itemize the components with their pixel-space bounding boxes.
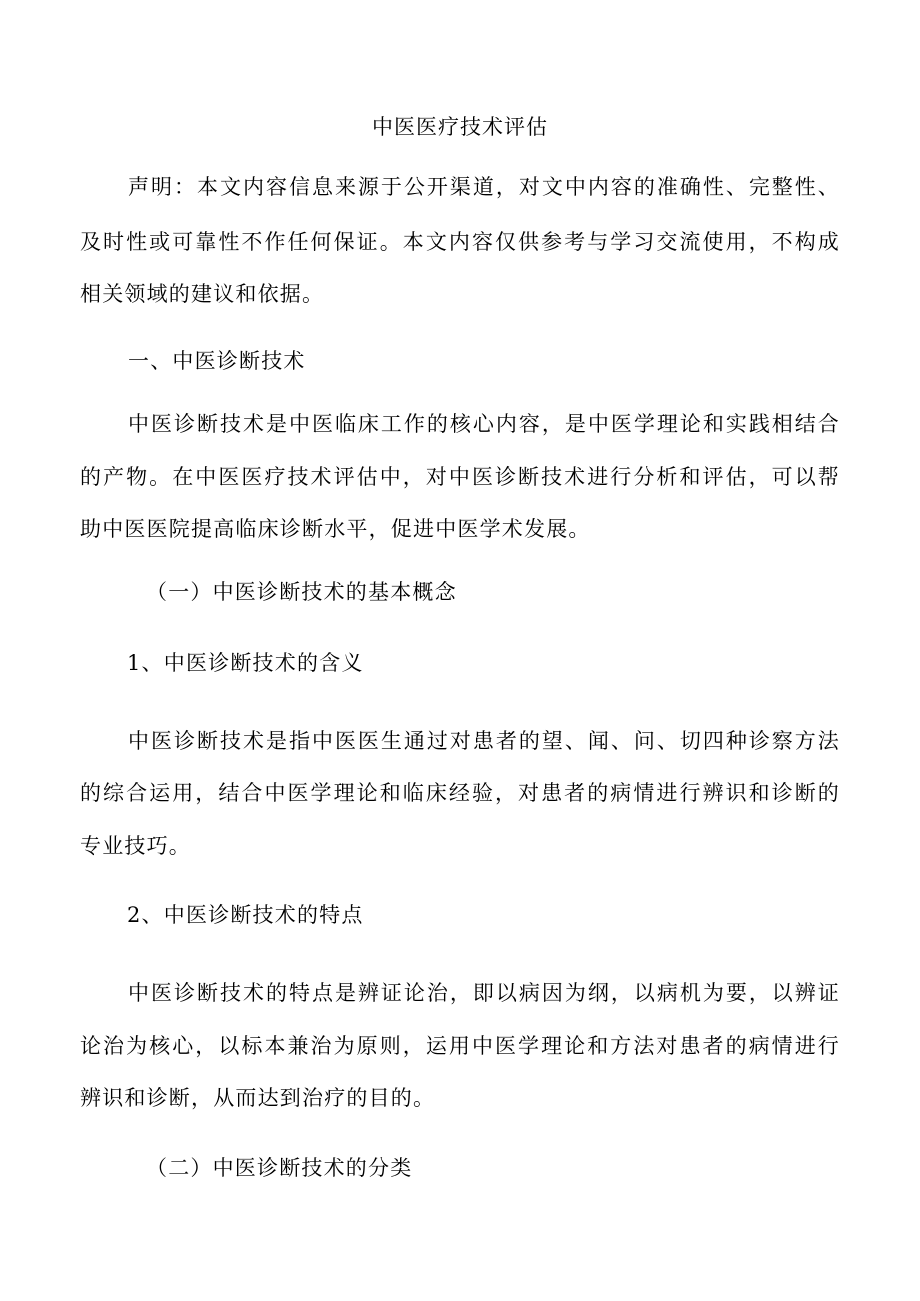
item-2-heading: 2、中医诊断技术的特点 [127, 903, 364, 927]
item-1-line-2: 的综合运用，结合中医学理论和临床经验，对患者的病情进行辨识和诊断的 [80, 781, 840, 805]
disclaimer-line-2: 及时性或可靠性不作任何保证。本文内容仅供参考与学习交流使用，不构成 [80, 230, 840, 254]
section-1-intro-line-1: 中医诊断技术是中医临床工作的核心内容，是中医学理论和实践相结合 [128, 412, 840, 436]
item-1-line-1: 中医诊断技术是指中医医生通过对患者的望、闻、问、切四种诊察方法 [128, 729, 840, 753]
disclaimer-line-1: 声明：本文内容信息来源于公开渠道，对文中内容的准确性、完整性、 [128, 175, 840, 199]
document-title: 中医医疗技术评估 [372, 115, 548, 139]
item-2-line-2: 论治为核心，以标本兼治为原则，运用中医学理论和方法对患者的病情进行 [80, 1034, 840, 1058]
item-1-heading: 1、中医诊断技术的含义 [127, 651, 364, 675]
section-1-intro-line-3: 助中医医院提高临床诊断水平，促进中医学术发展。 [80, 517, 591, 541]
subsection-2-heading: （二）中医诊断技术的分类 [146, 1156, 413, 1180]
subsection-1-heading: （一）中医诊断技术的基本概念 [146, 580, 457, 604]
disclaimer-line-3: 相关领域的建议和依据。 [80, 282, 325, 306]
item-1-line-3: 专业技巧。 [80, 834, 191, 858]
section-1-intro-line-2: 的产物。在中医医疗技术评估中，对中医诊断技术进行分析和评估，可以帮 [80, 465, 840, 489]
item-2-line-1: 中医诊断技术的特点是辨证论治，即以病因为纲，以病机为要，以辨证 [128, 981, 840, 1005]
item-2-line-3: 辨识和诊断，从而达到治疗的目的。 [80, 1086, 436, 1110]
section-1-heading: 一、中医诊断技术 [128, 349, 306, 373]
